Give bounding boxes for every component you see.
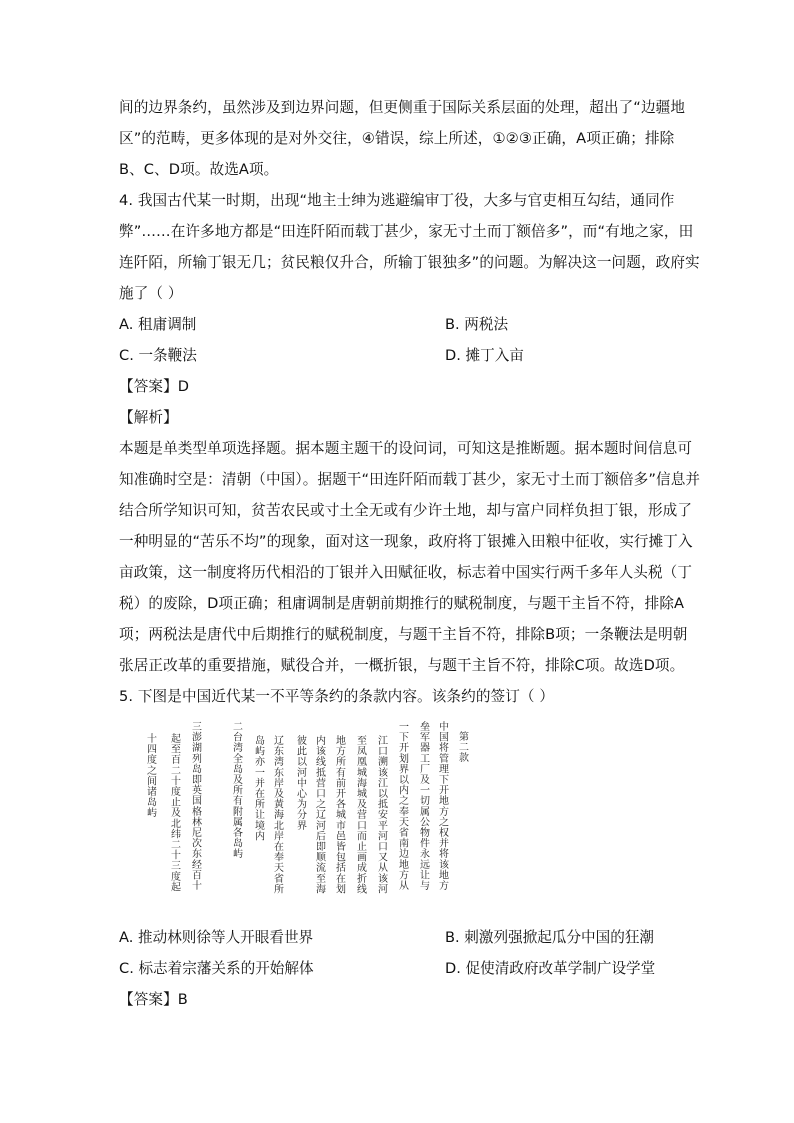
document-page bbox=[119, 92, 701, 1015]
treaty-column: 二台湾全岛及所有附属各岛屿 bbox=[233, 722, 243, 861]
q4-analysis-line: 税）的废除，D项正确；租庸调制是唐朝前期推行的赋税制度，与题干主旨不符，排除A bbox=[119, 595, 685, 612]
q4-stem-line: 4. 我国古代某一时期，出现“地主士绅为逃避编审丁役，大多与官吏相互勾结，通同作 bbox=[119, 192, 675, 209]
q4-analysis-line: 结合所学知识可知，贫苦农民或寸土全无或有少许土地，却与富户同样负担丁银，形成了 bbox=[119, 502, 693, 519]
treaty-column: 起至百二十度止及北纬二十三度起 bbox=[171, 734, 181, 894]
q5-stem: 5. 下图是中国近代某一不平等条约的条款内容。该条约的签订（ ） bbox=[119, 688, 555, 705]
q3-analysis-line: B、C、D项。故选A项。 bbox=[119, 161, 279, 178]
treaty-column: 垒军器工厂及一切属公物件永远让与 bbox=[420, 722, 430, 892]
q4-stem-line: 弊”……在许多地方都是“田连阡陌而载丁甚少，家无寸土而丁额倍多”，而“有地之家，田 bbox=[119, 223, 694, 240]
q4-analysis-line: 本题是单类型单项选择题。据本题主题干的设问词，可知这是推断题。据本题时间信息可 bbox=[119, 440, 693, 457]
q4-stem-line: 连阡陌，所输丁银无几；贫民粮仅升合，所输丁银独多”的问题。为解决这一问题，政府实 bbox=[119, 254, 700, 271]
treaty-column: 江口溯该江以抵安平河口又从该河 bbox=[378, 736, 388, 896]
treaty-columns-svg bbox=[119, 720, 475, 916]
q4-option-a: A. 租庸调制 bbox=[119, 316, 197, 333]
treaty-column: 至凤凰城海城及营口而止画成折线 bbox=[357, 736, 367, 896]
q4-analysis-line: 项；两税法是唐代中后期推行的赋税制度，与题干主旨不符，排除B项；一条鞭法是明朝 bbox=[119, 626, 688, 643]
q5-option-d: D. 促使清政府改革学制广设学堂 bbox=[445, 960, 656, 977]
treaty-column: 彼此以河中心为分界 bbox=[297, 736, 307, 832]
q5-options-row bbox=[119, 922, 679, 953]
q4-option-b: B. 两税法 bbox=[445, 316, 509, 333]
treaty-column: 三澎湖列岛即英国格林尼次东经百十 bbox=[192, 722, 202, 892]
q4-answer: 【答案】D bbox=[119, 378, 190, 395]
q4-analysis-label: 【解析】 bbox=[119, 409, 178, 426]
treaty-column: 岛屿亦一并在所让境内 bbox=[255, 736, 265, 843]
treaty-column: 地方所有前开各城市邑皆包括在划 bbox=[336, 736, 346, 896]
treaty-column: 中国将管理下开地方之权并将该地方 bbox=[439, 722, 449, 892]
q4-analysis-line: 亩政策，这一制度将历代相沿的丁银并入田赋征收，标志着中国实行两千多年人头税（丁 bbox=[119, 564, 693, 581]
treaty-column: 一下开划界以内之奉天省南边地方从 bbox=[399, 722, 409, 892]
q5-options-row bbox=[119, 953, 679, 984]
treaty-column: 辽东湾东岸及黄海北岸在奉天省所 bbox=[274, 736, 284, 896]
q5-answer: 【答案】B bbox=[119, 991, 188, 1008]
q3-analysis-line: 区”的范畴，更多体现的是对外交往，④错误，综上所述，①②③正确，A项正确；排除 bbox=[119, 130, 675, 147]
treaty-text-image bbox=[119, 720, 475, 916]
q5-option-b: B. 刺激列强掀起瓜分中国的狂潮 bbox=[445, 929, 655, 946]
q4-analysis-line: 一种明显的“苦乐不均”的现象，面对这一现象，政府将丁银摊入田粮中征收，实行摊丁入 bbox=[119, 533, 693, 550]
q4-stem-line: 施了（ ） bbox=[119, 285, 183, 302]
q5-option-c: C. 标志着宗藩关系的开始解体 bbox=[119, 960, 314, 977]
q4-options-row bbox=[119, 309, 679, 340]
treaty-column: 第二款 bbox=[459, 732, 469, 765]
treaty-column: 十四度之间诸岛屿 bbox=[147, 734, 157, 820]
q4-analysis-line: 知准确时空是：清朝（中国）。据题干“田连阡陌而载丁甚少，家无寸土而丁额倍多”信息并 bbox=[119, 471, 701, 488]
q4-option-d: D. 摊丁入亩 bbox=[445, 347, 524, 364]
q4-options-row bbox=[119, 340, 679, 371]
q4-analysis-line: 张居正改革的重要措施，赋役合并，一概折银，与题干主旨不符，排除C项。故选D项。 bbox=[119, 657, 685, 674]
q5-option-a: A. 推动林则徐等人开眼看世界 bbox=[119, 929, 314, 946]
q4-option-c: C. 一条鞭法 bbox=[119, 347, 197, 364]
treaty-column: 内该线抵营口之辽河后即顺流至海 bbox=[316, 736, 326, 896]
q3-analysis-line: 间的边界条约，虽然涉及到边界问题，但更侧重于国际关系层面的处理，超出了“边疆地 bbox=[119, 99, 686, 116]
